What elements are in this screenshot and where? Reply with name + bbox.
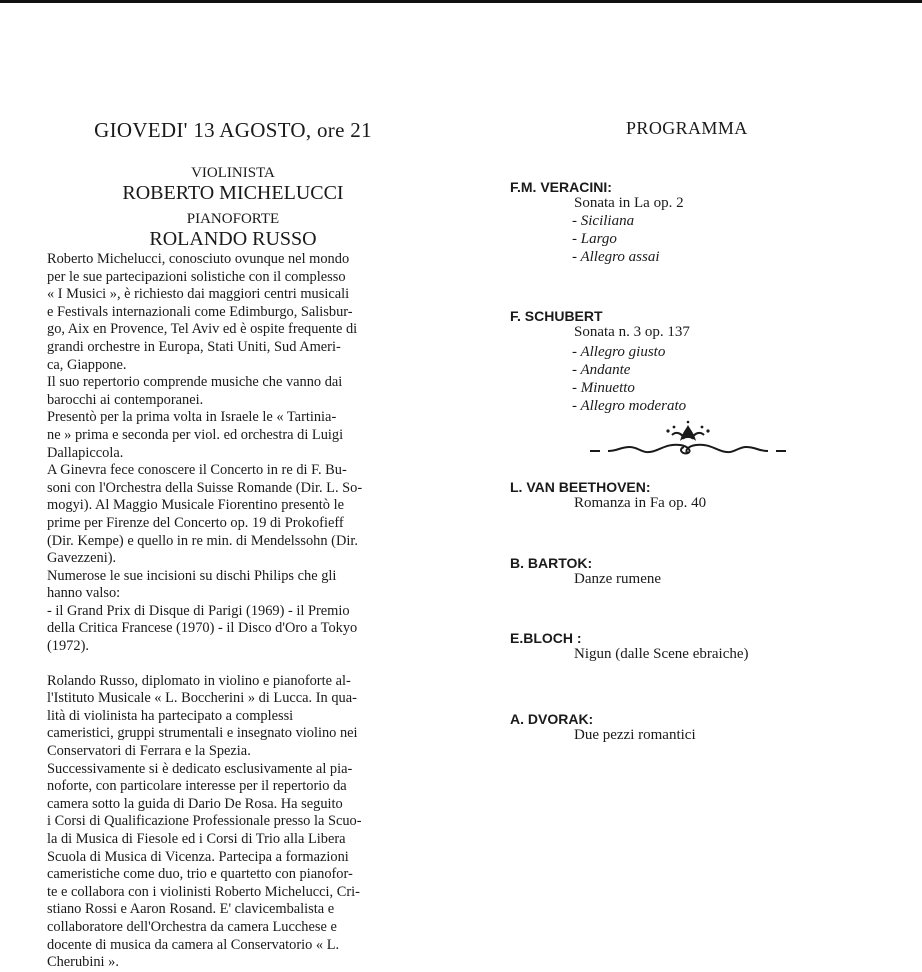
composer-beethoven: L. VAN BEETHOVEN: bbox=[510, 479, 651, 495]
movement: - Allegro giusto bbox=[572, 344, 666, 360]
composer-dvorak: A. DVORAK: bbox=[510, 711, 594, 727]
composer-bartok: B. BARTOK: bbox=[510, 555, 593, 571]
movement: - Allegro assai bbox=[572, 249, 660, 265]
work-beethoven: Romanza in Fa op. 40 bbox=[574, 495, 707, 511]
movement: - Andante bbox=[572, 362, 631, 378]
composer-veracini: F.M. VERACINI: bbox=[510, 179, 612, 195]
biography-pianist: Rolando Russo, diplomato in violino e pianoforte al- l'Istituto Musicale « L. Boccherini » di Lucca. In qua- lità di violinista ha partecipato a complessi cameristici, gruppi strumentali e insegnato violino nei Conservatori di Ferrara e la Spezia. Successivamente si è dedicato esclusivamente al pia- noforte, con particolare interesse per il repertorio da camera sotto la guida di Dario De Rosa. Ha seguito i Corsi di Qualificazione Professionale presso la Scuo- la di Musica di Fiesole ed i Corsi di Trio alla Libera Scuola di Musica di Vicenza. Partecipa a formazioni cameristiche come duo, trio e quartetto con pianofor- te e collabora con i violinisti Roberto Michelucci, Cri- stiano Rossi e Aaron Rosand. E' clavicembalista e collaboratore dell'Orchestra da camera Lucchese e docente di musica da camera al Conservatorio « L. Cherubini ». bbox=[47, 672, 362, 971]
scroll-ornament-icon bbox=[588, 419, 788, 459]
work-schubert: Sonata n. 3 op. 137 bbox=[574, 324, 690, 340]
program-column bbox=[510, 118, 910, 744]
role-pianist: PIANOFORTE bbox=[186, 211, 280, 227]
name-violinist: ROBERTO MICHELUCCI bbox=[122, 182, 344, 204]
movement: - Largo bbox=[572, 231, 617, 247]
work-bartok: Danze rumene bbox=[574, 571, 662, 587]
concert-date: GIOVEDI' 13 AGOSTO, ore 21 bbox=[94, 118, 372, 142]
composer-bloch: E.BLOCH : bbox=[510, 630, 582, 646]
top-border-line bbox=[0, 0, 922, 3]
work-bloch: Nigun (dalle Scene ebraiche) bbox=[574, 646, 749, 662]
work-veracini: Sonata in La op. 2 bbox=[574, 195, 684, 211]
name-pianist: ROLANDO RUSSO bbox=[149, 228, 317, 250]
program-title: PROGRAMMA bbox=[626, 118, 748, 138]
work-dvorak: Due pezzi romantici bbox=[574, 727, 696, 743]
movement: - Allegro moderato bbox=[572, 398, 687, 414]
movement: - Siciliana bbox=[572, 213, 635, 229]
composer-schubert: F. SCHUBERT bbox=[510, 308, 603, 324]
movement: - Minuetto bbox=[572, 380, 635, 396]
role-violinist: VIOLINISTA bbox=[191, 165, 275, 181]
biography-violinist: Roberto Michelucci, conosciuto ovunque nel mondo per le sue partecipazioni solistiche con il complesso « I Musici », è richiesto dai maggiori centri musicali e Festivals internazionali come Edimburgo, Salisbur- go, Aix en Provence, Tel Aviv ed è ospite frequente di grandi orchestre in Europa, Stati Uniti, Sud Ameri- ca, Giappone. Il suo repertorio comprende musiche che vanno dai barocchi ai contemporanei. Presentò per la prima volta in Israele le « Tartinia- ne » prima e seconda per viol. ed orchestra di Luigi Dallapiccola. A Ginevra fece conoscere il Concerto in re di F. Bu- soni con l'Orchestra della Suisse Romande (Dir. L. So- mogyi). Al Maggio Musicale Fiorentino presentò le prime per Firenze del Concerto op. 19 di Prokofieff (Dir. Kempe) e quello in re min. di Mendelssohn (Dir. Gavezzeni). Numerose le sue incisioni su dischi Philips che gli hanno valso: - il Grand Prix di Disque di Parigi (1969) - il Premio della Critica Francese (1970) - il Disco d'Oro a Tokyo (1972). bbox=[47, 251, 363, 655]
performers-column bbox=[47, 118, 419, 972]
